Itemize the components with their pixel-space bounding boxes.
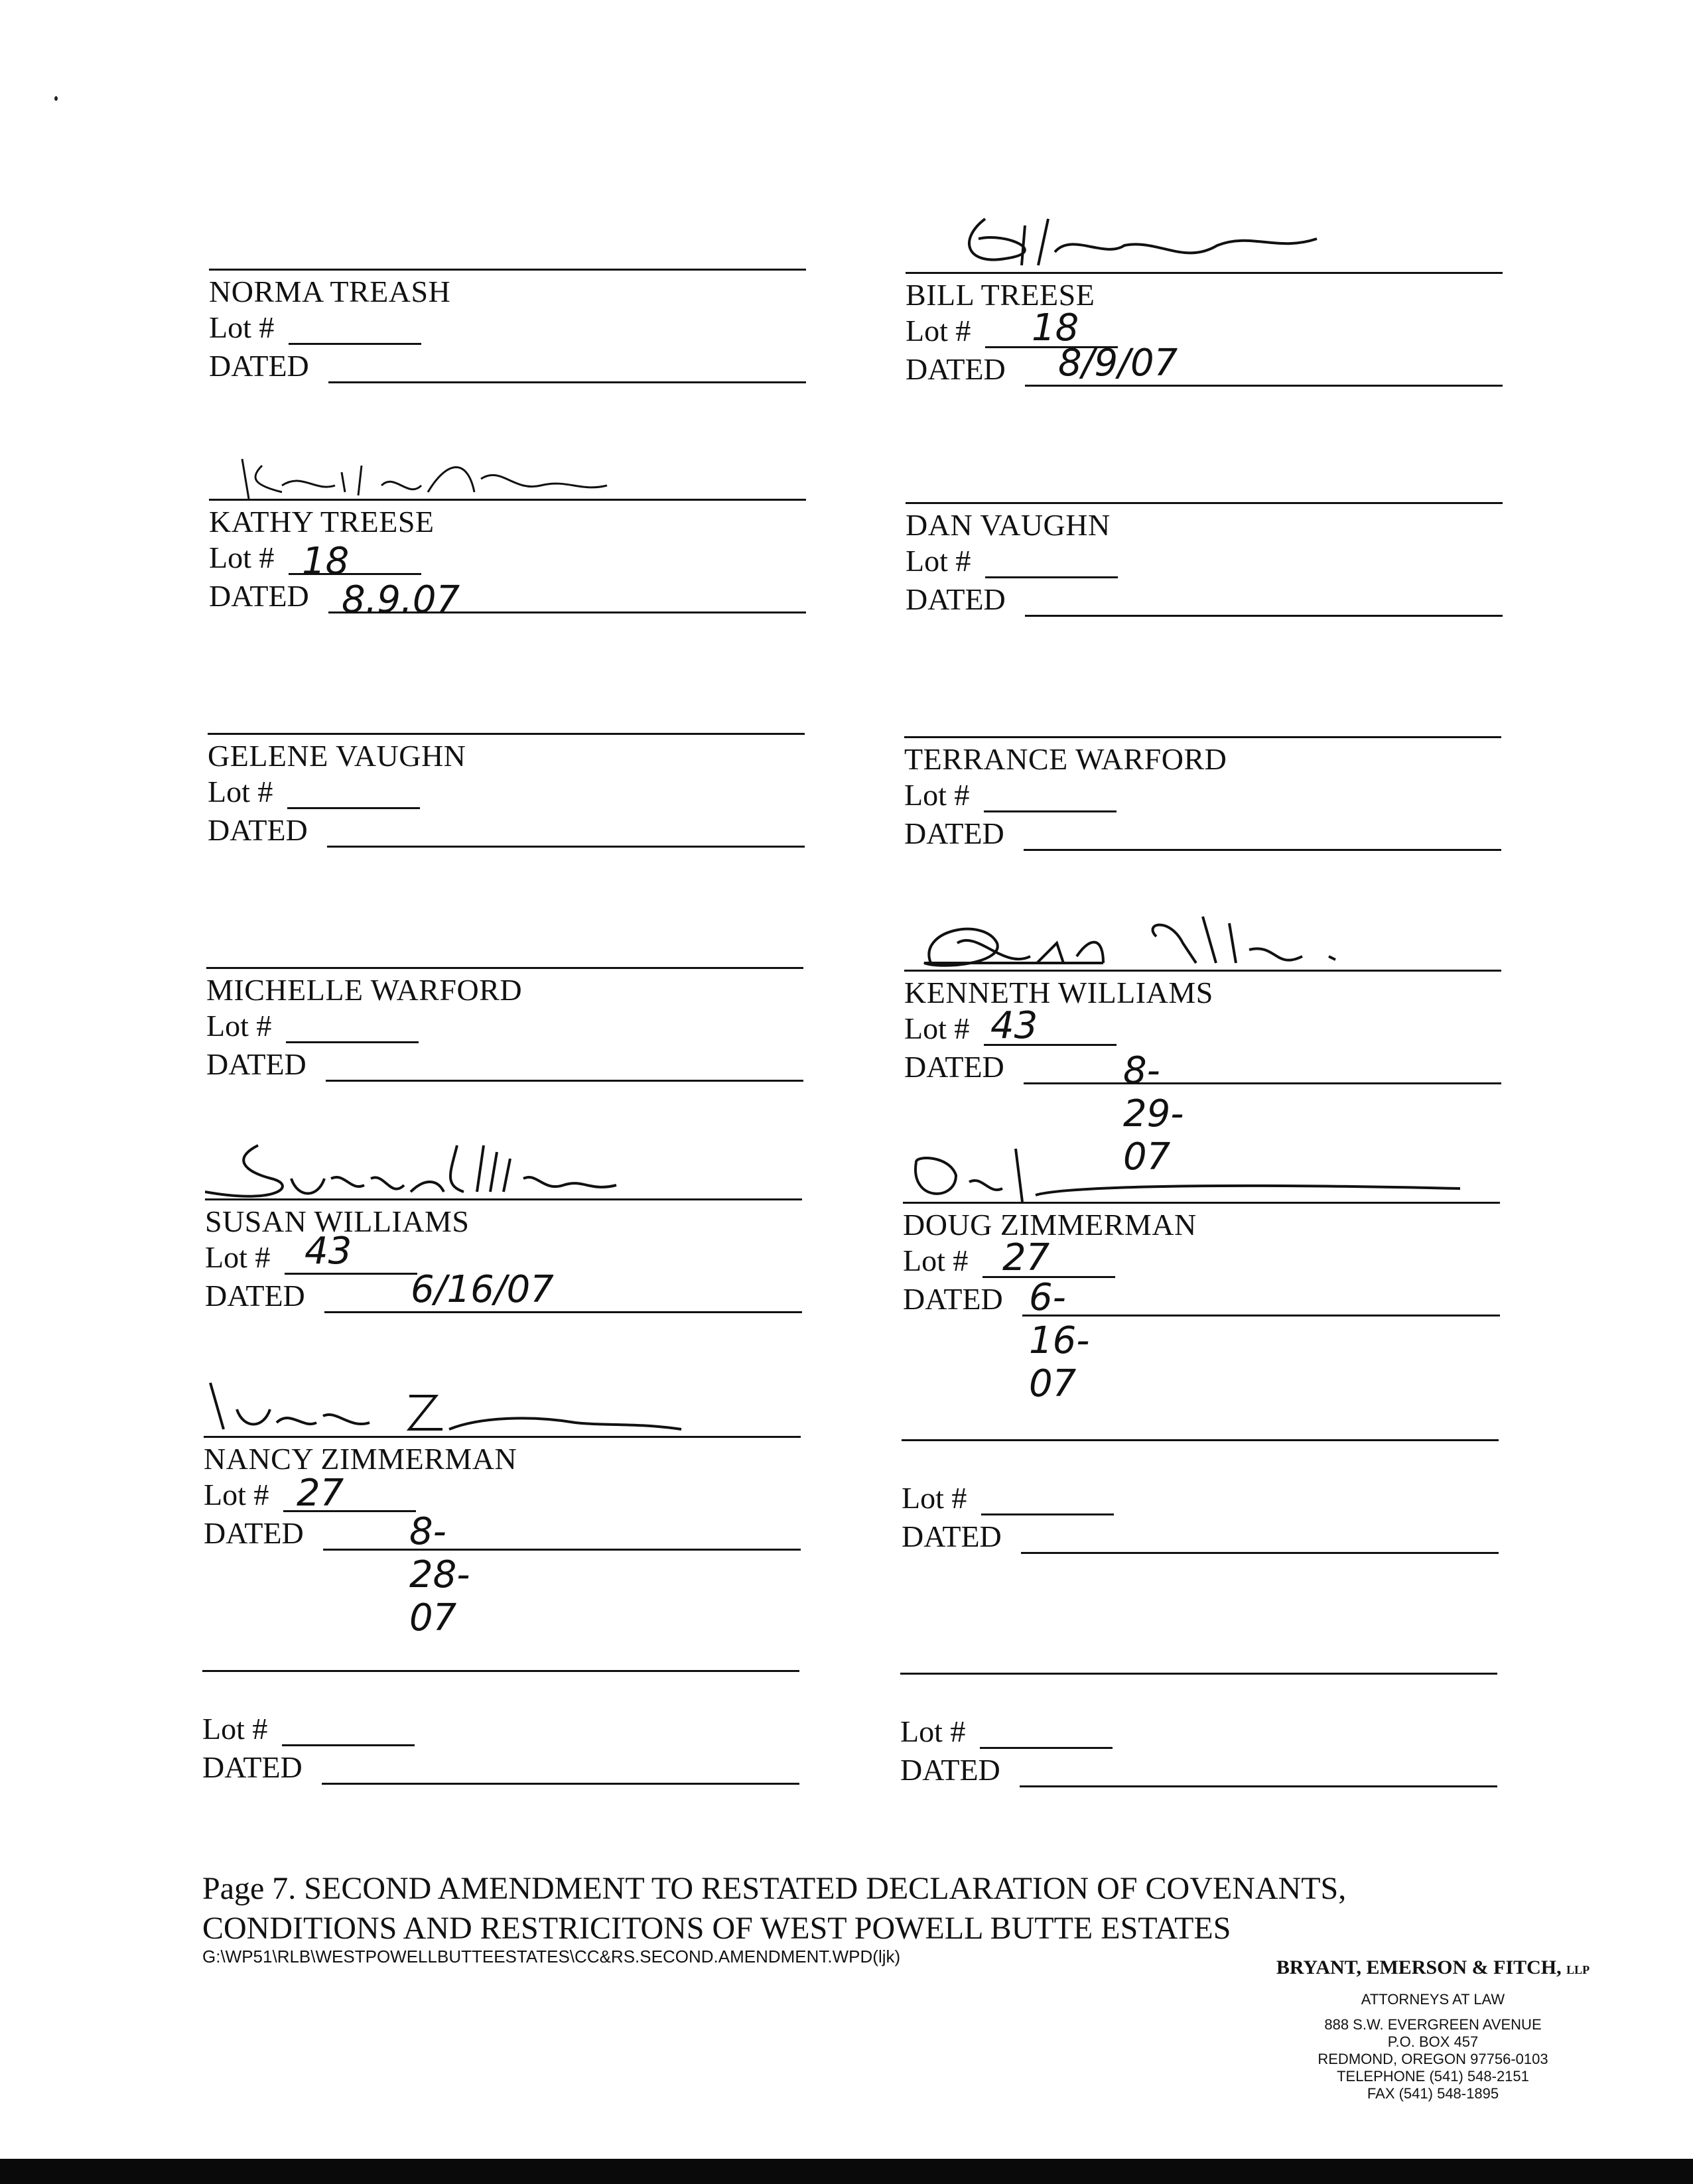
date-row: DATED 8-29-07: [904, 1049, 1004, 1084]
signer-name: SUSAN WILLIAMS: [205, 1204, 470, 1238]
lot-row: Lot #: [202, 1711, 267, 1746]
date-row: DATED: [209, 348, 309, 383]
date-row: DATED 8-28-07: [204, 1515, 304, 1551]
file-path: G:\WP51\RLB\WESTPOWELLBUTTEESTATES\CC&RS.SECOND.AMENDMENT.WPD(ljk): [202, 1947, 901, 1966]
lot-row: Lot # 43: [205, 1240, 270, 1275]
handwritten-signature: [904, 890, 1515, 983]
lot-row: Lot # 18: [209, 540, 274, 575]
date-row: DATED: [902, 1519, 1002, 1554]
signer-name: NORMA TREASH: [209, 275, 451, 308]
lot-value: 43: [305, 1230, 352, 1273]
signer-name: KENNETH WILLIAMS: [904, 976, 1213, 1009]
lot-row: Lot #: [209, 310, 274, 345]
date-row: DATED: [208, 812, 308, 848]
lot-row: Lot #: [904, 777, 969, 812]
signature-block: [902, 1380, 1512, 1553]
date-row: DATED 8.9.07: [209, 578, 309, 613]
signature-line: [904, 736, 1501, 738]
signer-name: GELENE VAUGHN: [208, 739, 466, 773]
footer-title-line: Page 7. SECOND AMENDMENT TO RESTATED DECLARATION OF COVENANTS,: [202, 1871, 1347, 1906]
signature-block: [904, 910, 1515, 1179]
signer-name: DOUG ZIMMERMAN: [903, 1208, 1197, 1242]
signature-line: [206, 967, 803, 969]
lot-value: 27: [1002, 1236, 1050, 1279]
law-firm-letterhead: [1234, 1957, 1632, 2102]
signature-line: [209, 269, 806, 271]
signature-line: [202, 1670, 799, 1672]
date-value: 8.9.07: [342, 578, 460, 621]
signature-line: [208, 733, 805, 735]
firm-telephone: TELEPHONE (541) 548-2151: [1337, 2068, 1529, 2085]
lot-row: Lot # 27: [903, 1243, 968, 1278]
firm-address: REDMOND, OREGON 97756-0103: [1318, 2051, 1548, 2067]
signature-line: [906, 272, 1503, 274]
date-row: DATED: [900, 1752, 1000, 1787]
handwritten-signature: [205, 1119, 815, 1212]
signature-block: [904, 676, 1515, 850]
signer-name: BILL TREESE: [906, 278, 1095, 312]
date-row: DATED: [206, 1047, 306, 1082]
lot-value: 27: [297, 1472, 344, 1515]
date-value: 6/16/07: [411, 1268, 554, 1311]
lot-row: Lot # 43: [904, 1011, 969, 1046]
lot-row: Lot #: [206, 1008, 271, 1043]
signature-block: [906, 442, 1516, 616]
signature-line: [900, 1673, 1497, 1675]
signer-name: DAN VAUGHN: [906, 508, 1111, 542]
signer-name: NANCY ZIMMERMAN: [204, 1442, 517, 1476]
firm-fax: FAX (541) 548-1895: [1367, 2085, 1499, 2102]
signature-block: [208, 673, 818, 847]
firm-subtitle: ATTORNEYS AT LAW: [1361, 1991, 1505, 2008]
handwritten-signature: [204, 1356, 814, 1449]
signature-block: [209, 209, 819, 383]
date-row: DATED 8/9/07: [906, 352, 1006, 387]
signature-block: [209, 439, 819, 621]
firm-address: P.O. BOX 457: [1387, 2033, 1479, 2050]
signature-block: [906, 212, 1516, 386]
document-footer-title: [202, 1869, 1346, 1949]
signature-line: [204, 1436, 801, 1438]
lot-value: 18: [302, 540, 350, 583]
signature-block: [204, 1376, 814, 1639]
signature-line: [902, 1439, 1499, 1441]
date-row: DATED: [904, 816, 1004, 851]
signature-line: [903, 1202, 1500, 1204]
handwritten-signature: [903, 1122, 1513, 1215]
date-value: 6-16-07: [1029, 1276, 1090, 1405]
signer-name: TERRANCE WARFORD: [904, 742, 1227, 776]
signature-block: [206, 907, 817, 1081]
handwritten-signature: [906, 192, 1516, 285]
scan-speck: [54, 96, 58, 101]
lot-row: Lot #: [906, 543, 971, 578]
firm-address: 888 S.W. EVERGREEN AVENUE: [1324, 2016, 1542, 2033]
signer-name: MICHELLE WARFORD: [206, 973, 523, 1007]
signature-line: [205, 1198, 802, 1200]
date-value: 8/9/07: [1058, 342, 1178, 385]
lot-row: Lot #: [208, 774, 273, 809]
scan-border: [0, 2159, 1693, 2184]
date-row: DATED 6-16-07: [903, 1281, 1003, 1317]
lot-row: Lot #: [902, 1480, 967, 1515]
signature-line: [904, 970, 1501, 972]
signature-block: [903, 1142, 1513, 1405]
firm-name: BRYANT, EMERSON & FITCH, LLP: [1276, 1957, 1590, 1978]
lot-row: Lot # 27: [204, 1477, 269, 1512]
date-row: DATED: [906, 582, 1006, 617]
date-row: DATED: [202, 1750, 303, 1785]
footer-title-line: CONDITIONS AND RESTRICITONS OF WEST POWELL BUTTE ESTATES: [202, 1911, 1231, 1946]
signature-block: [900, 1613, 1511, 1787]
date-value: 8-28-07: [409, 1510, 470, 1639]
signature-block: [205, 1139, 815, 1313]
handwritten-signature: [209, 419, 819, 512]
signature-line: [906, 502, 1503, 504]
lot-row: Lot # 18: [906, 313, 971, 348]
signer-name: KATHY TREESE: [209, 505, 435, 539]
date-row: DATED 6/16/07: [205, 1278, 305, 1313]
lot-value: 43: [990, 1004, 1038, 1047]
signature-block: [202, 1610, 813, 1784]
date-value: 8-29-07: [1123, 1049, 1184, 1179]
lot-value: 18: [1032, 306, 1079, 350]
lot-row: Lot #: [900, 1714, 965, 1749]
signature-line: [209, 499, 806, 501]
